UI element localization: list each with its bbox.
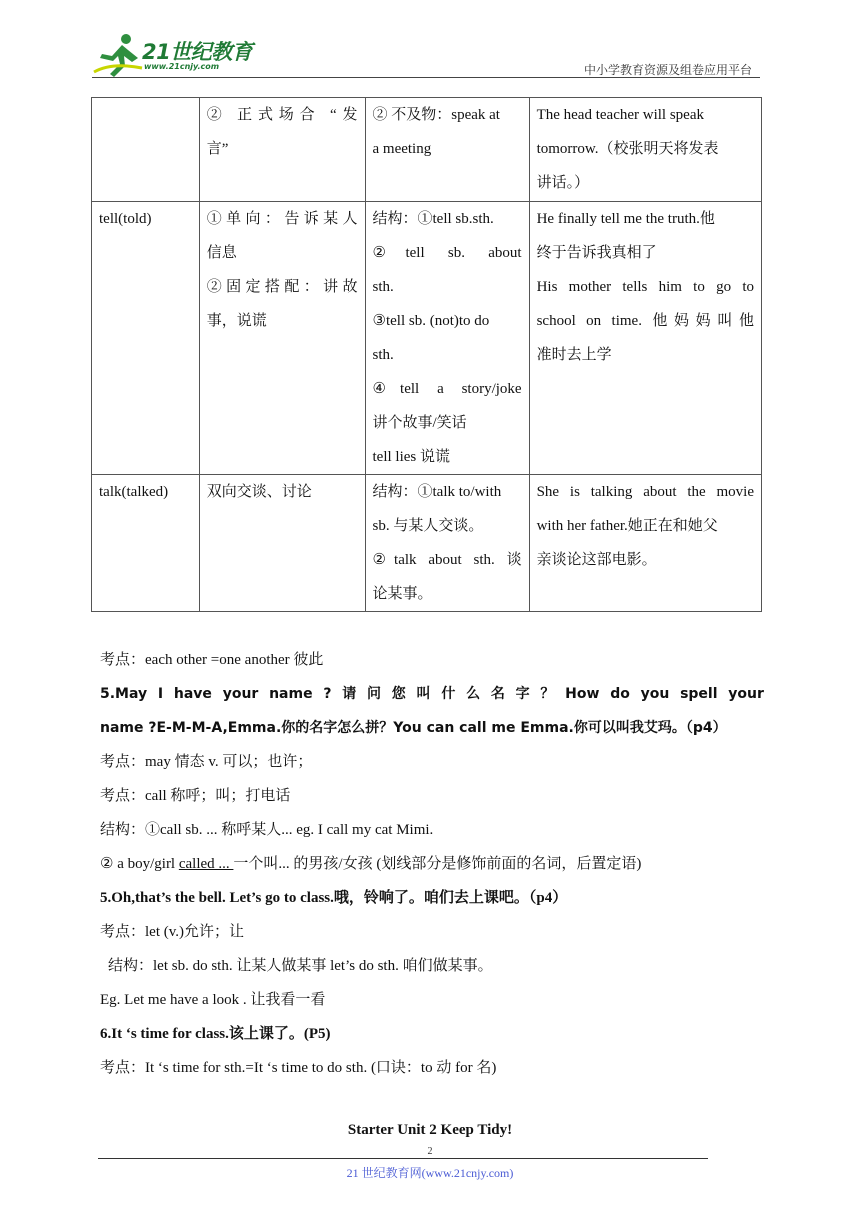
word: 请: [342, 686, 357, 702]
sentence-heading-cont: name ?E-M-M-A,Emma.你的名字怎么拼？You can call me Emma.你可以叫我艾玛。（p4）: [100, 720, 727, 736]
note-line: 结构：①call sb. ... 称呼某人... eg. I call my cat Mimi.: [100, 822, 434, 838]
underlined-text: called ...: [178, 856, 234, 872]
logo-text: 21世纪教育: [142, 40, 253, 64]
cell-line: ②固定搭配：讲故: [206, 279, 358, 295]
table-row: [92, 98, 762, 202]
example-cell: [529, 98, 761, 202]
sentence-heading: 5.Oh,that’s the bell. Let’s go to class.哦，铃响了。咱们去上课吧。（p4）: [100, 890, 568, 906]
note-line: [100, 849, 764, 883]
word: your: [728, 686, 764, 702]
cell-line: ② 正式场合 “发: [206, 107, 358, 123]
word-cell: talk(talked): [92, 475, 200, 612]
example-cell: [529, 202, 761, 475]
note-line: 考点：let (v.)允许；让: [100, 924, 245, 940]
section-title: Starter Unit 2 Keep Tidy!: [347, 1122, 513, 1138]
cell-line: 论某事。: [372, 586, 433, 602]
word: 什: [441, 686, 456, 702]
cell-line: ③tell sb. (not)to do: [372, 313, 490, 329]
cell-line: 讲个故事/笑话: [372, 415, 467, 431]
meaning-cell: [199, 98, 365, 202]
word: name: [269, 686, 313, 702]
cell-line: tomorrow.（校张明天将发表: [536, 141, 719, 157]
vocab-table: [91, 97, 762, 612]
word: 您: [391, 686, 406, 702]
cell-line: 准时去上学: [536, 347, 612, 363]
cell-line: The head teacher will speak: [536, 107, 704, 123]
cell-line: sth.: [372, 347, 394, 363]
word: spell: [680, 686, 718, 702]
cell-line: She is talking about the movie: [536, 484, 754, 500]
cell-line: 双向交谈、讨论: [206, 484, 312, 500]
structure-cell: [365, 98, 529, 202]
table-row: [92, 475, 762, 612]
cell-line: 言”: [206, 141, 229, 157]
sentence-heading: [100, 679, 764, 713]
cell-line: sb. 与某人交谈。: [372, 518, 484, 534]
text-segment: 一个叫... 的男孩/女孩 (划线部分是修饰前面的名词，后置定语): [233, 856, 642, 872]
page-header: [92, 30, 760, 80]
logo-url: www.21cnjy.com: [144, 62, 220, 71]
word-cell: tell(told): [92, 202, 200, 475]
word: 问: [367, 686, 382, 702]
structure-cell: [365, 475, 529, 612]
cell-line: ②talk about sth. 谈: [372, 552, 522, 568]
site-logo: [92, 30, 262, 78]
cell-line: 信息: [206, 245, 237, 261]
cell-line: sth.: [372, 279, 394, 295]
notes-section: [100, 645, 764, 1087]
footer-divider: [98, 1158, 708, 1159]
structure-cell: [365, 202, 529, 475]
cell-line: ②tell sb. about: [372, 245, 522, 261]
cell-line: ④tell a story/joke: [372, 381, 522, 397]
runner-logo-icon: [92, 32, 144, 78]
cell-line: 亲谈论这部电影。: [536, 552, 657, 568]
word: have: [173, 686, 212, 702]
note-line: 考点：may 情态 v. 可以；也许；: [100, 754, 313, 770]
cell-line: ①单向：告诉某人: [206, 211, 358, 227]
sentence-heading: 6.It ‘s time for class.该上课了。(P5): [100, 1026, 331, 1042]
cell-line: tell lies 说谎: [372, 449, 450, 465]
word-cell: [92, 98, 200, 202]
footer-site-link[interactable]: 21 世纪教育网(www.21cnjy.com): [346, 1166, 514, 1180]
note-line: 考点：It ‘s time for sth.=It ‘s time to do sth. (口诀：to 动 for 名): [100, 1060, 497, 1076]
note-line: 考点：call 称呼；叫；打电话: [100, 788, 291, 804]
word: 么: [466, 686, 481, 702]
text-segment: ② a boy/girl: [100, 856, 179, 872]
cell-line: His mother tells him to go to: [536, 279, 754, 295]
note-line: 考点：each other =one another 彼此: [100, 652, 324, 668]
word: do: [610, 686, 630, 702]
note-line: 结构：let sb. do sth. 让某人做某事 let’s do sth. 咱们做某事。: [108, 958, 493, 974]
cell-line: school on time. 他妈妈叫他: [536, 313, 754, 329]
word: 叫: [416, 686, 431, 702]
cell-line: 结构：①tell sb.sth.: [372, 211, 494, 227]
word: 名: [490, 686, 505, 702]
cell-line: He finally tell me the truth.他: [536, 211, 715, 227]
word: ?: [323, 686, 332, 702]
cell-line: ② 不及物：speak at: [372, 107, 500, 123]
page-number: 2: [427, 1146, 433, 1157]
meaning-cell: [199, 202, 365, 475]
cell-line: 终于告诉我真相了: [536, 245, 657, 261]
platform-name: 中小学教育资源及组卷应用平台: [583, 63, 752, 77]
cell-line: 结构：①talk to/with: [372, 484, 502, 500]
note-line: Eg. Let me have a look . 让我看一看: [100, 992, 326, 1008]
table-row: [92, 202, 762, 475]
word: you: [640, 686, 670, 702]
cell-line: 事，说谎: [206, 313, 267, 329]
cell-line: with her father.她正在和她父: [536, 518, 718, 534]
word: 字: [515, 686, 530, 702]
word: 5.May: [100, 686, 148, 702]
header-divider: [92, 77, 760, 78]
word: your: [222, 686, 259, 702]
word: How: [565, 686, 600, 702]
word: ？: [540, 686, 555, 702]
meaning-cell: [199, 475, 365, 612]
example-cell: [529, 475, 761, 612]
word: I: [157, 686, 164, 702]
cell-line: a meeting: [372, 141, 432, 157]
cell-line: 讲话。）: [536, 175, 590, 191]
